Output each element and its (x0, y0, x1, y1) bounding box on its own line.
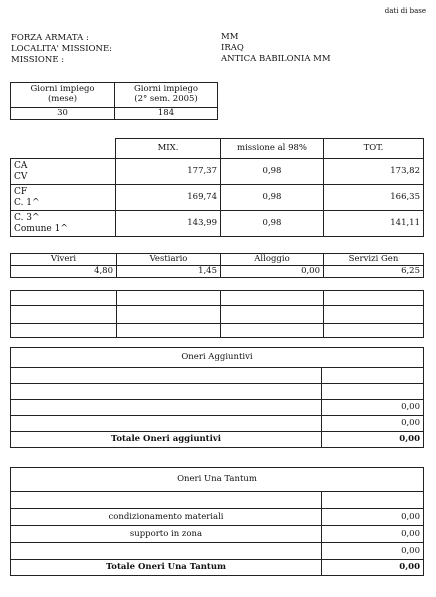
oneri-aggiuntivi-label (11, 368, 322, 384)
oneri-una-tantum-table (10, 467, 424, 576)
una-tantum-value: 0,00 (322, 509, 424, 526)
oneri-aggiuntivi-label (11, 384, 322, 400)
rate-row-label: CA CV (11, 159, 116, 185)
giorni-impiego-table (10, 82, 218, 120)
giorni-mese-value: 30 (11, 108, 115, 120)
una-tantum-value: 0,00 (322, 543, 424, 560)
rates-table (10, 138, 424, 237)
empty-cell (324, 324, 424, 338)
empty-cell (324, 306, 424, 324)
una-tantum-total-label: Totale Oneri Una Tantum (11, 560, 322, 576)
servizi-gen-value: 6,25 (324, 266, 424, 278)
rate-row-label: C. 3^ Comune 1^ (11, 211, 116, 237)
table-row (11, 492, 424, 509)
tot-value: 173,82 (324, 159, 424, 185)
top-right-label: dati di base (384, 7, 426, 15)
una-tantum-value: 0,00 (322, 526, 424, 543)
mix-value: 143,99 (116, 211, 221, 237)
empty-cell (11, 306, 117, 324)
empty-cell (11, 291, 117, 306)
table-row (11, 159, 424, 185)
table-row (11, 509, 424, 526)
una-tantum-value (322, 492, 424, 509)
oneri-aggiuntivi-value: 0,00 (322, 400, 424, 416)
forza-armata-value: MM (221, 32, 239, 42)
oneri-una-tantum-title: Oneri Una Tantum (11, 468, 424, 492)
tot-header: TOT. (324, 139, 424, 159)
percent-value: 0,98 (221, 159, 324, 185)
alloggio-value: 0,00 (221, 266, 324, 278)
oneri-aggiuntivi-value (322, 384, 424, 400)
giorni-mese-header: Giorni impiego (mese) (11, 83, 115, 108)
localita-missione-value: IRAQ (221, 43, 244, 53)
oneri-aggiuntivi-total-label: Totale Oneri aggiuntivi (11, 432, 322, 448)
table-row (11, 368, 424, 384)
una-tantum-label: supporto in zona (11, 526, 322, 543)
alloggio-header: Alloggio (221, 254, 324, 266)
oneri-aggiuntivi-label (11, 416, 322, 432)
percent-value: 0,98 (221, 211, 324, 237)
tot-value: 166,35 (324, 185, 424, 211)
mix-value: 177,37 (116, 159, 221, 185)
mix-header: MIX. (116, 139, 221, 159)
empty-grid-table (10, 290, 424, 338)
missione-label: MISSIONE : (11, 55, 65, 65)
table-row (11, 400, 424, 416)
rate-row-label: CF C. 1^ (11, 185, 116, 211)
empty-cell (117, 291, 221, 306)
vestiario-value: 1,45 (117, 266, 221, 278)
empty-cell (117, 306, 221, 324)
localita-missione-label: LOCALITA' MISSIONE: (11, 44, 113, 54)
table-row (11, 211, 424, 237)
percent-value: 0,98 (221, 185, 324, 211)
una-tantum-total-value: 0,00 (322, 560, 424, 576)
missione-value: ANTICA BABILONIA MM (221, 54, 331, 64)
servizi-gen-header: Servizi Gen (324, 254, 424, 266)
oneri-aggiuntivi-value (322, 368, 424, 384)
rates-corner-cell (11, 139, 116, 159)
viveri-value: 4,80 (11, 266, 117, 278)
giorni-semestre-value: 184 (115, 108, 218, 120)
empty-cell (221, 306, 324, 324)
oneri-aggiuntivi-value: 0,00 (322, 416, 424, 432)
viveri-header: Viveri (11, 254, 117, 266)
table-row (11, 543, 424, 560)
oneri-aggiuntivi-table (10, 347, 424, 448)
giorni-semestre-header: Giorni impiego (2° sem. 2005) (115, 83, 218, 108)
empty-cell (117, 324, 221, 338)
empty-cell (11, 324, 117, 338)
tot-value: 141,11 (324, 211, 424, 237)
oneri-aggiuntivi-total-value: 0,00 (322, 432, 424, 448)
table-row (11, 384, 424, 400)
table-row (11, 526, 424, 543)
oneri-aggiuntivi-title: Oneri Aggiuntivi (11, 348, 424, 368)
oneri-aggiuntivi-label (11, 400, 322, 416)
una-tantum-label (11, 543, 322, 560)
table-row (11, 185, 424, 211)
empty-cell (221, 291, 324, 306)
table-row (11, 416, 424, 432)
una-tantum-label (11, 492, 322, 509)
forza-armata-label: FORZA ARMATA : (11, 33, 89, 43)
mix-value: 169,74 (116, 185, 221, 211)
vestiario-header: Vestiario (117, 254, 221, 266)
una-tantum-label: condizionamento materiali (11, 509, 322, 526)
empty-cell (221, 324, 324, 338)
empty-cell (324, 291, 424, 306)
services-table (10, 253, 424, 278)
percent-header: missione al 98% (221, 139, 324, 159)
